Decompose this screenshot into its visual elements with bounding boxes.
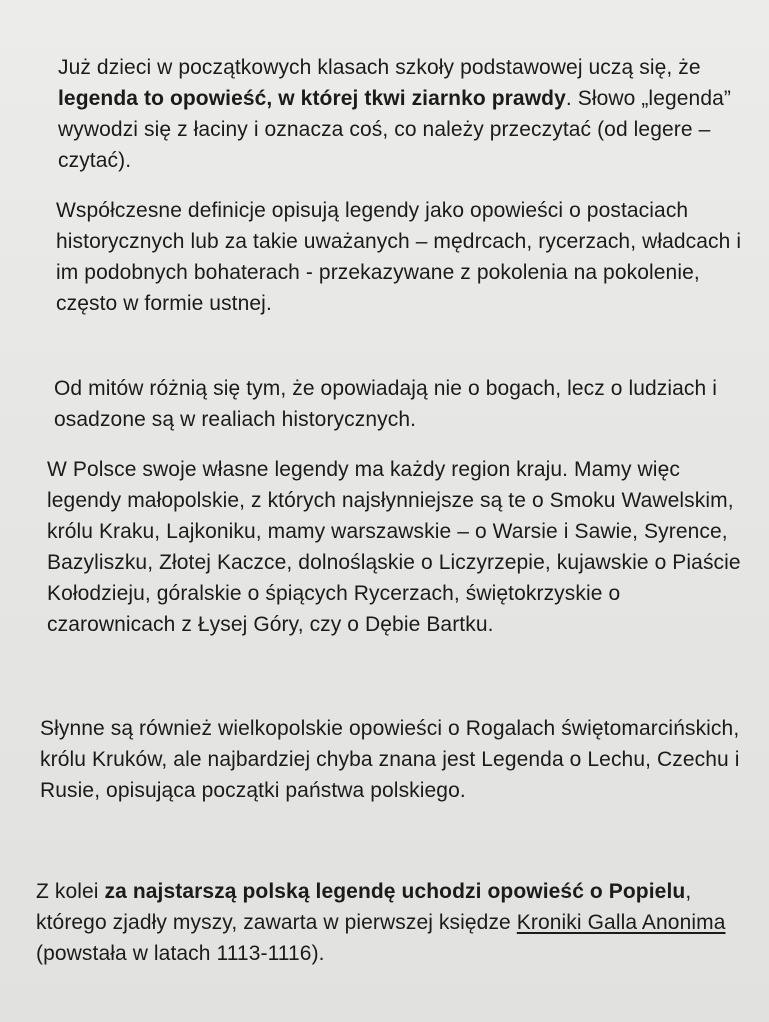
paragraph-oldest-legend [36,876,761,969]
text-lead: Z kolei [36,880,105,903]
paragraph-wielkopolska-legends: Słynne są również wielkopolskie opowieści o Rogalach świętomarcińskich, królu Kruków, ale najbardziej chyba znana jest Legenda o Lechu, Czechu i Rusie, opisująca początki państwa polskiego. [40,717,740,802]
paragraph-regional-legends: W Polsce swoje własne legendy ma każdy region kraju. Mamy więc legendy małopolskie, z których najsłynniejsze są te o Smoku Wawelskim, królu Kraku, Lajkoniku, mamy warszawskie – o Warsie i Sawie, Syrence, Bazyliszku, Złotej Kaczce, dolnośląskie o Liczyrzepie, kujawskie o Piaście Kołodzieju, góralskie o śpiących Rycerzach, świętokrzyskie o czarownicach z Łysej Góry, czy o Dębie Bartku. [47,458,741,636]
text-chronicle-title: Kroniki Galla Anonima [516,911,726,934]
paragraph-legend-definition [58,52,738,176]
text-chronicle-dates: (powstała w latach 1113-1116). [36,942,325,965]
text-popiel-detail: , którego zjadły myszy, zawarta w pierwszej księdze [36,880,692,934]
text-intro: Już dzieci w początkowych klasach szkoły podstawowej uczą się, że [58,56,701,79]
paragraph-modern-definitions: Współczesne definicje opisują legendy jako opowieści o postaciach historycznych lub za takie uważanych – mędrcach, rycerzach, władcach i im podobnych bohaterach - przekazywane z pokolenia na pokolenie, często w formie ustnej. [56,199,742,315]
text-etymology: . Słowo „legenda” wywodzi się z łaciny i oznacza coś, co należy przeczytać (od legere – czytać). [58,87,731,172]
text-emphasis-legend-definition: legenda to opowieść, w której tkwi ziarnko prawdy [58,87,566,110]
text-emphasis-oldest-legend: za najstarszą polską legendę uchodzi opowieść o Popielu [104,880,686,903]
paragraph-difference-from-myths: Od mitów różnią się tym, że opowiadają nie o bogach, lecz o ludziach i osadzone są w realiach historycznych. [54,377,718,431]
